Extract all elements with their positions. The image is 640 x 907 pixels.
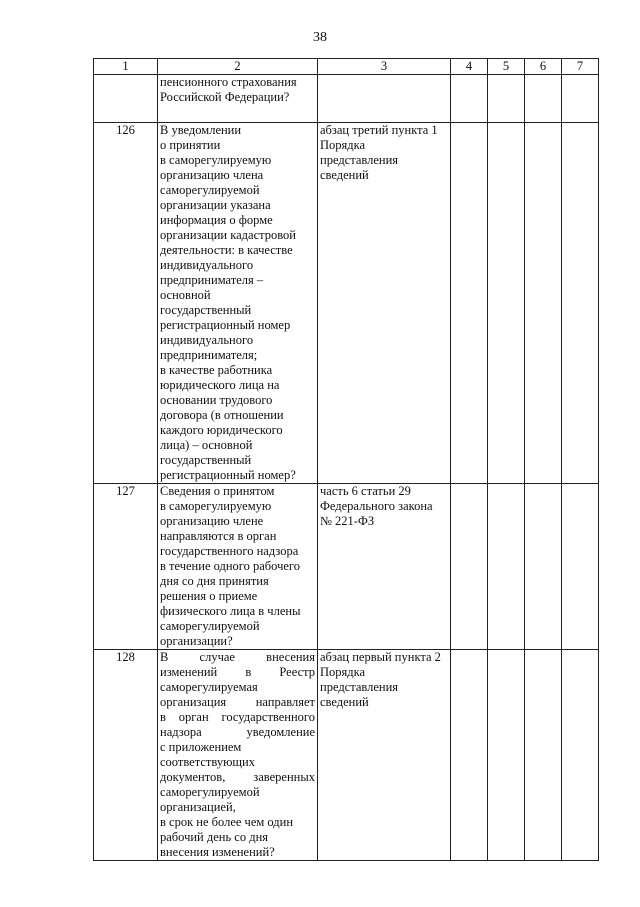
- answer-cell-7: [562, 650, 599, 861]
- question-line: лица) – основной: [160, 438, 253, 452]
- reference-line: абзац первый пункта 2: [320, 650, 441, 664]
- answer-cell-6: [525, 75, 562, 123]
- table-row: [94, 123, 599, 484]
- question-line: пенсионного страхования: [160, 75, 297, 89]
- question-line: саморегулируемой: [160, 619, 260, 633]
- question-line: изменений в Реестр: [160, 665, 315, 679]
- question-line: организация направляет: [160, 695, 315, 709]
- question-line: каждого юридического: [160, 423, 283, 437]
- question-cell: [158, 123, 318, 484]
- question-line: регистрационный номер: [160, 318, 291, 332]
- question-line: физического лица в члены: [160, 604, 301, 618]
- question-line: в срок не более чем один: [160, 815, 294, 829]
- row-number-cell: 126: [94, 123, 158, 484]
- column-header: 7: [562, 59, 599, 75]
- question-line: государственного надзора: [160, 544, 299, 558]
- question-line: основной: [160, 288, 211, 302]
- answer-cell-7: [562, 75, 599, 123]
- question-line: саморегулируемой: [160, 183, 260, 197]
- answer-cell-4: [451, 123, 488, 484]
- question-line: надзора уведомление: [160, 725, 315, 739]
- question-line: предпринимателя –: [160, 273, 264, 287]
- question-line: в саморегулируемую: [160, 499, 272, 513]
- reference-line: абзац третий пункта 1: [320, 123, 438, 137]
- question-line: деятельности: в качестве: [160, 243, 293, 257]
- reference-cell: [318, 123, 451, 484]
- row-number-cell: 128: [94, 650, 158, 861]
- reference-line: Порядка: [320, 138, 366, 152]
- question-line: саморегулируемой: [160, 785, 260, 799]
- answer-cell-5: [488, 650, 525, 861]
- column-header: 4: [451, 59, 488, 75]
- question-line: организации?: [160, 634, 233, 648]
- column-header: 2: [158, 59, 318, 75]
- question-line: предпринимателя;: [160, 348, 258, 362]
- answer-cell-5: [488, 75, 525, 123]
- question-line: информация о форме: [160, 213, 273, 227]
- question-line: организацию члена: [160, 168, 264, 182]
- table-header-row: [94, 59, 599, 75]
- question-line: индивидуального: [160, 333, 254, 347]
- question-line: В уведомлении: [160, 123, 242, 137]
- question-line: организацию члене: [160, 514, 264, 528]
- answer-cell-5: [488, 123, 525, 484]
- reference-line: сведений: [320, 695, 369, 709]
- page-number: 38: [313, 30, 327, 45]
- reference-line: № 221-ФЗ: [320, 514, 375, 528]
- reference-cell: [318, 484, 451, 650]
- answer-cell-6: [525, 484, 562, 650]
- question-line: в качестве работника: [160, 363, 273, 377]
- question-line: индивидуального: [160, 258, 254, 272]
- question-line: юридического лица на: [160, 378, 280, 392]
- table-row: [94, 484, 599, 650]
- question-line: государственный: [160, 303, 252, 317]
- question-line: саморегулируемая: [160, 680, 258, 694]
- reference-line: часть 6 статьи 29: [320, 484, 411, 498]
- table-row: [94, 650, 599, 861]
- answer-cell-4: [451, 650, 488, 861]
- requirements-table: [93, 58, 599, 861]
- question-line: о принятии: [160, 138, 221, 152]
- question-line: в течение одного рабочего: [160, 559, 300, 573]
- column-header: 1: [94, 59, 158, 75]
- question-line: документов, заверенных: [160, 770, 315, 784]
- question-line: с приложением: [160, 740, 242, 754]
- answer-cell-5: [488, 484, 525, 650]
- answer-cell-6: [525, 650, 562, 861]
- question-line: решения о приеме: [160, 589, 258, 603]
- question-line: организации указана: [160, 198, 271, 212]
- answer-cell-4: [451, 484, 488, 650]
- column-header: 5: [488, 59, 525, 75]
- question-line: организации кадастровой: [160, 228, 296, 242]
- reference-line: представления: [320, 680, 399, 694]
- row-number-cell: 127: [94, 484, 158, 650]
- question-line: в саморегулируемую: [160, 153, 272, 167]
- question-line: направляются в орган: [160, 529, 277, 543]
- answer-cell-7: [562, 123, 599, 484]
- question-line: в орган государственного: [160, 710, 315, 724]
- reference-cell: [318, 75, 451, 123]
- reference-line: сведений: [320, 168, 369, 182]
- reference-line: Порядка: [320, 665, 366, 679]
- question-line: рабочий день со дня: [160, 830, 269, 844]
- column-header: 6: [525, 59, 562, 75]
- reference-cell: [318, 650, 451, 861]
- question-line: договора (в отношении: [160, 408, 284, 422]
- table-row-continuation: [94, 75, 599, 123]
- question-line: соответствующих: [160, 755, 255, 769]
- reference-line: Федерального закона: [320, 499, 433, 513]
- question-line: регистрационный номер?: [160, 468, 296, 482]
- question-line: Сведения о принятом: [160, 484, 275, 498]
- question-line: государственный: [160, 453, 252, 467]
- question-line: дня со дня принятия: [160, 574, 269, 588]
- question-cell: [158, 75, 318, 123]
- column-header: 3: [318, 59, 451, 75]
- reference-line: представления: [320, 153, 399, 167]
- answer-cell-7: [562, 484, 599, 650]
- answer-cell-4: [451, 75, 488, 123]
- question-line: Российской Федерации?: [160, 90, 290, 104]
- question-cell: [158, 650, 318, 861]
- answer-cell-6: [525, 123, 562, 484]
- question-line: организацией,: [160, 800, 236, 814]
- row-number-cell: [94, 75, 158, 123]
- question-line: В случае внесения: [160, 650, 315, 664]
- question-line: основании трудового: [160, 393, 273, 407]
- question-line: внесения изменений?: [160, 845, 275, 859]
- question-cell: [158, 484, 318, 650]
